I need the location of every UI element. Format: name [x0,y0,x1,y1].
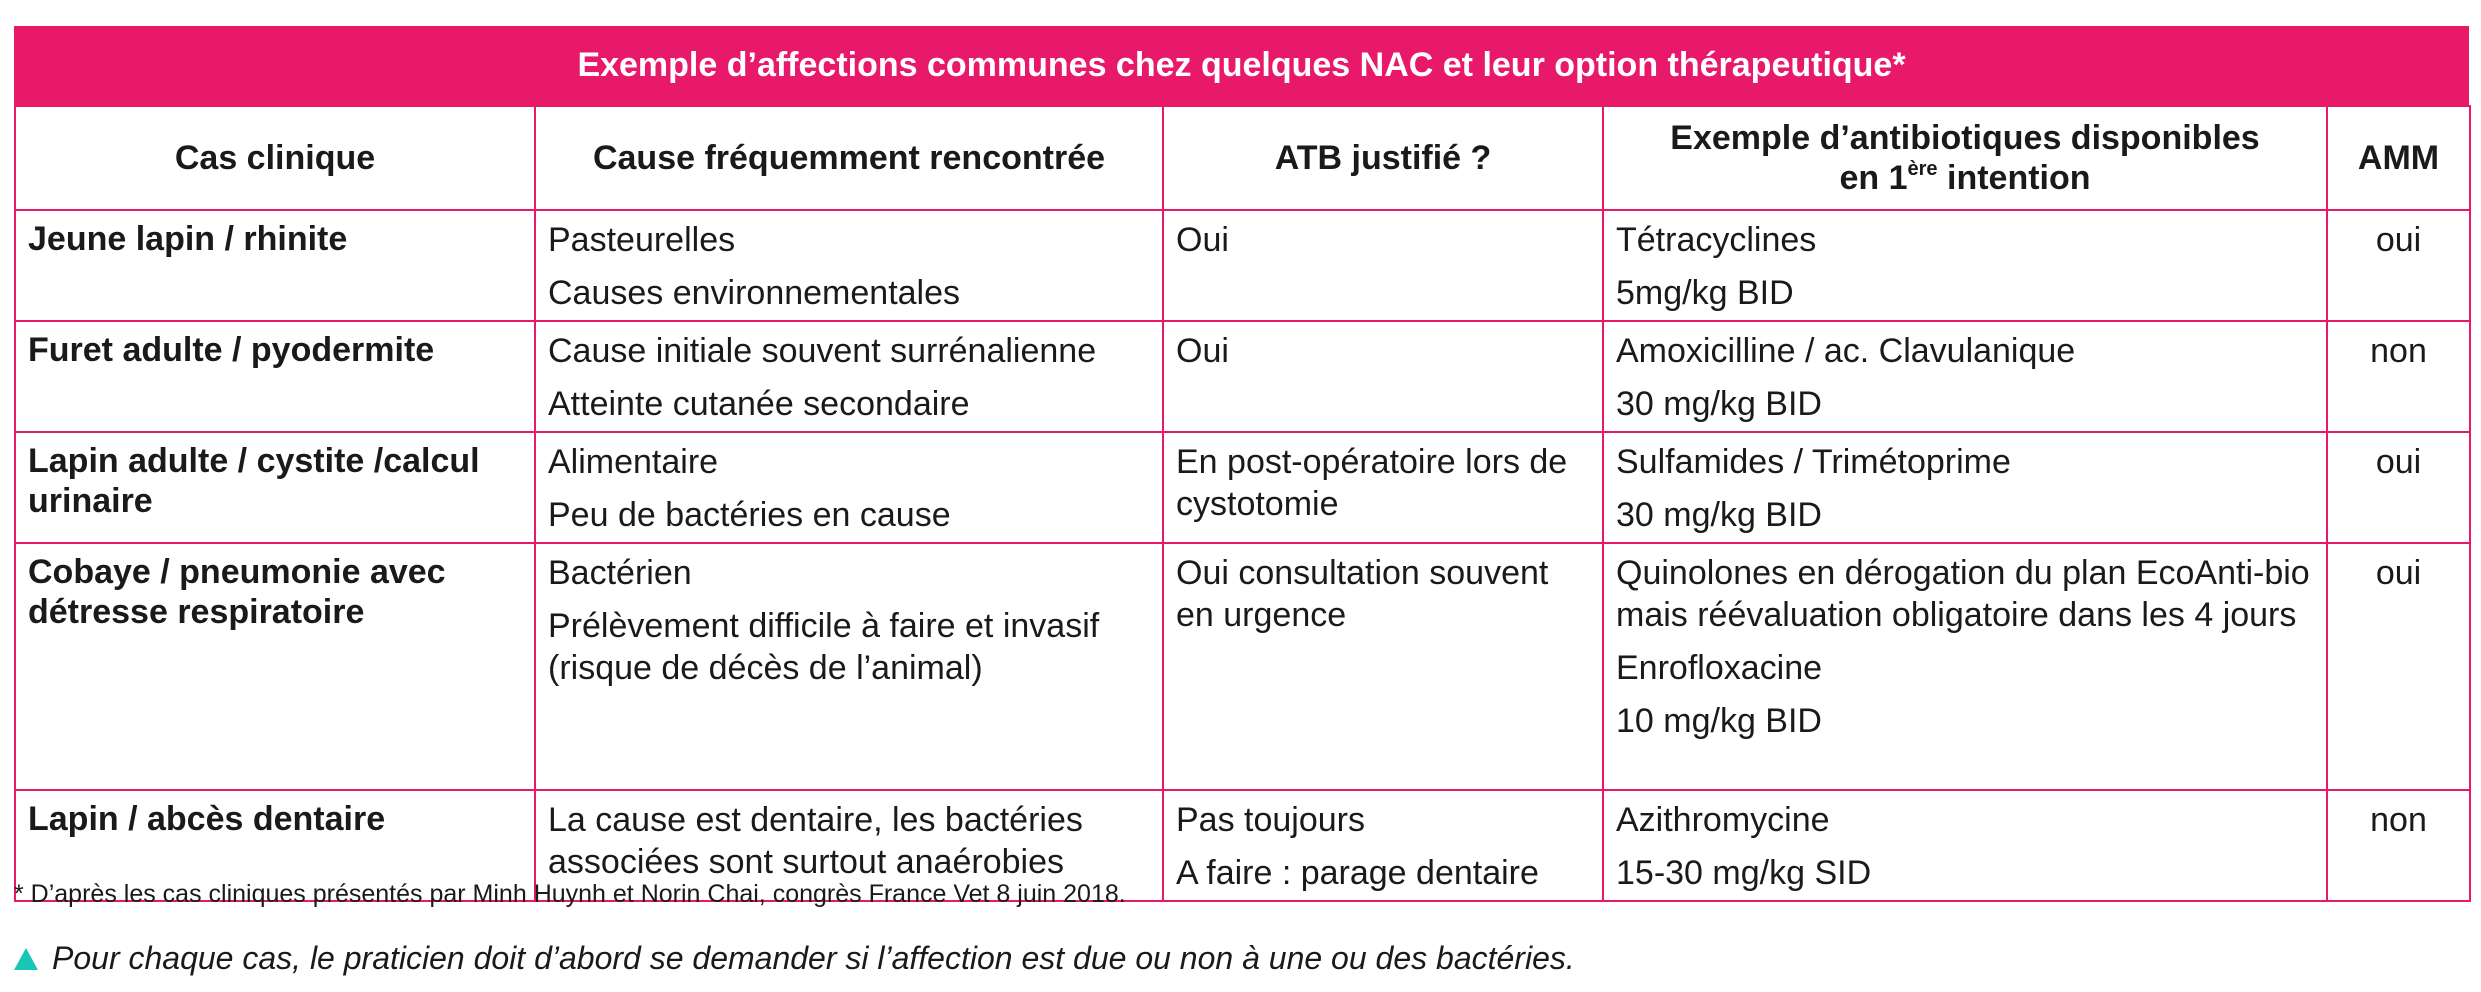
header-antibiotics-line1: Exemple d’antibiotiques disponibles [1670,119,2260,157]
antibiotics-cell [1603,210,2327,321]
header-atb: ATB justifié ? [1163,106,1603,210]
atb-line: A faire : parage dentaire [1176,854,1539,892]
table-row [15,543,2470,790]
cause-line: Peu de bactéries en cause [548,496,951,534]
antibiotics-cell [1603,543,2327,790]
cause-line: Alimentaire [548,443,719,481]
atb-line: Oui [1176,332,1229,370]
antibiotics-cell [1603,432,2327,543]
header-case: Cas clinique [15,106,535,210]
cause-line: Bactérien [548,554,692,592]
cause-line: Prélèvement difficile à faire et invasif (risque de décès de l’animal) [548,607,1100,687]
amm-cell: non [2327,321,2470,432]
cause-line: Cause initiale souvent surrénalienne [548,332,1097,370]
case-cell: Lapin / abcès dentaire [15,790,535,901]
figure-caption [14,940,1575,977]
header-amm: AMM [2327,106,2470,210]
antibiotic-line: Amoxicilline / ac. Clavulanique [1616,332,2076,370]
cause-cell [535,432,1163,543]
atb-line: Oui consultation souvent en urgence [1176,554,1549,634]
antibiotic-line: Sulfamides / Trimétoprime [1616,443,2011,481]
amm-cell: oui [2327,543,2470,790]
amm-cell: oui [2327,210,2470,321]
cause-cell [535,543,1163,790]
header-antibiotics-line2-post: intention [1937,159,2091,197]
therapy-table [14,105,2471,902]
cause-cell [535,210,1163,321]
antibiotic-line: 5mg/kg BID [1616,274,1794,312]
atb-line: Oui [1176,221,1229,259]
header-antibiotics-line2 [1839,159,2090,197]
caption-text: Pour chaque cas, le praticien doit d’abord se demander si l’affection est due ou non à une ou des bactéries. [52,940,1575,976]
antibiotic-line: 10 mg/kg BID [1616,702,1822,740]
header-antibiotics [1603,106,2327,210]
antibiotic-line: Tétracyclines [1616,221,1817,259]
case-cell: Cobaye / pneumonie avec détresse respiratoire [15,543,535,790]
cause-line: Causes environnementales [548,274,961,312]
header-antibiotics-superscript: ère [1907,158,1938,180]
triangle-icon [14,948,38,970]
antibiotic-line: Azithromycine [1616,801,1830,839]
header-antibiotics-line2-pre: en 1 [1839,159,1908,197]
atb-line: En post-opératoire lors de cystotomie [1176,443,1568,523]
antibiotic-line: Quinolones en dérogation du plan EcoAnti-bio mais réévaluation obligatoire dans les 4 jours [1616,554,2310,634]
antibiotic-line: 15-30 mg/kg SID [1616,854,1872,892]
antibiotics-cell [1603,321,2327,432]
case-cell: Lapin adulte / cystite /calcul urinaire [15,432,535,543]
case-cell: Jeune lapin / rhinite [15,210,535,321]
amm-cell: non [2327,790,2470,901]
atb-cell [1163,790,1603,901]
table-header-row [15,106,2470,210]
atb-cell [1163,321,1603,432]
atb-cell [1163,543,1603,790]
atb-line: Pas toujours [1176,801,1365,839]
antibiotic-line: Enrofloxacine [1616,649,1823,687]
antibiotics-cell [1603,790,2327,901]
atb-cell [1163,432,1603,543]
table-row [15,321,2470,432]
antibiotic-line: 30 mg/kg BID [1616,496,1822,534]
cause-cell [535,321,1163,432]
cause-line: La cause est dentaire, les bactéries associées sont surtout anaérobies [548,801,1083,881]
header-cause: Cause fréquemment rencontrée [535,106,1163,210]
table-row [15,210,2470,321]
amm-cell: oui [2327,432,2470,543]
case-cell: Furet adulte / pyodermite [15,321,535,432]
cause-line: Atteinte cutanée secondaire [548,385,970,423]
atb-cell [1163,210,1603,321]
antibiotic-line: 30 mg/kg BID [1616,385,1822,423]
cause-line: Pasteurelles [548,221,736,259]
table-title: Exemple d’affections communes chez quelques NAC et leur option thérapeutique* [14,26,2469,105]
table-container [14,26,2469,902]
table-row [15,432,2470,543]
footnote: * D’après les cas cliniques présentés par Minh Huynh et Norin Chai, congrès France Vet 8 juin 2018. [14,880,1126,908]
